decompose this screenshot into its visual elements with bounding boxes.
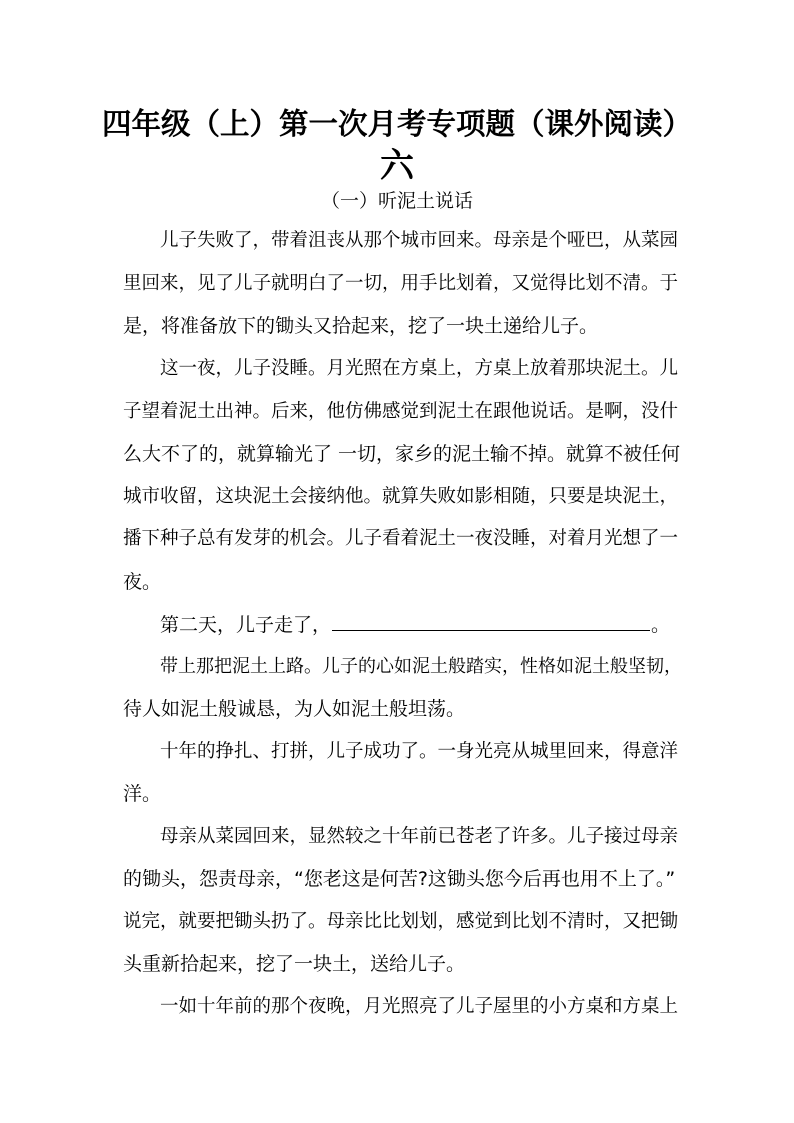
paragraph-1-line-2: 里回来，见了儿子就明白了一切，用手比划着，又觉得比划不清。于 [123, 273, 679, 294]
paragraph-3-text-before-blank: 第二天，儿子走了， [160, 614, 332, 636]
paragraph-5-line-1: 十年的挣扎、打拼，儿子成功了。一身光亮从城里回来，得意洋 [160, 741, 679, 762]
paragraph-2-line-6: 夜。 [123, 571, 162, 593]
paragraph-2-line-5: 播下种子总有发芽的机会。儿子看着泥土一夜没睡，对着月光想了一 [123, 528, 679, 549]
fill-in-blank [332, 612, 650, 631]
paragraph-5-line-2: 洋。 [123, 783, 162, 805]
paragraph-7-line-1: 一如十年前的那个夜晚，月光照亮了儿子屋里的小方桌和方桌上 [160, 996, 679, 1017]
paragraph-3-line-1 [160, 612, 684, 637]
paragraph-4-line-2: 待人如泥土般诚恳，为人如泥土般坦荡。 [123, 698, 466, 720]
paragraph-2-line-4: 城市收留，这块泥土会接纳他。就算失败如影相随，只要是块泥土， [123, 486, 679, 507]
paragraph-1-line-1: 儿子失败了，带着沮丧从那个城市回来。母亲是个哑巴，从菜园 [160, 230, 679, 251]
paragraph-1-line-3: 是，将准备放下的锄头又拾起来，挖了一块土递给儿子。 [123, 315, 599, 337]
paragraph-3-text-after-blank: 。 [651, 614, 671, 636]
page-title: 四年级（上）第一次月考专项题（课外阅读） [101, 106, 692, 141]
section-heading: （一）听泥土说话 [320, 190, 473, 212]
paragraph-2-line-3: 么大不了的，就算输光了 一切，家乡的泥土输不掉。就算不被任何 [123, 443, 681, 465]
paragraph-4-line-1: 带上那把泥土上路。儿子的心如泥土般踏实，性格如泥土般坚韧， [160, 656, 682, 677]
paragraph-6-line-4: 头重新拾起来，挖了一块土，送给儿子。 [123, 953, 466, 975]
paragraph-6-line-1: 母亲从菜园回来，显然较之十年前已苍老了许多。儿子接过母亲 [160, 826, 679, 847]
paragraph-2-line-1: 这一夜，儿子没睡。月光照在方桌上，方桌上放着那块泥土。儿 [160, 358, 679, 379]
paragraph-6-line-3: 说完，就要把锄头扔了。母亲比比划划，感觉到比划不清时，又把锄 [123, 911, 679, 932]
paragraph-2-line-2: 子望着泥土出神。后来，他仿佛感觉到泥土在跟他说话。是啊，没什 [123, 401, 679, 422]
page-title-continued: 六 [380, 146, 414, 186]
paragraph-6-line-2: 的锄头，怨责母亲，“您老这是何苦?这锄头您今后再也用不上了。” [123, 868, 676, 890]
